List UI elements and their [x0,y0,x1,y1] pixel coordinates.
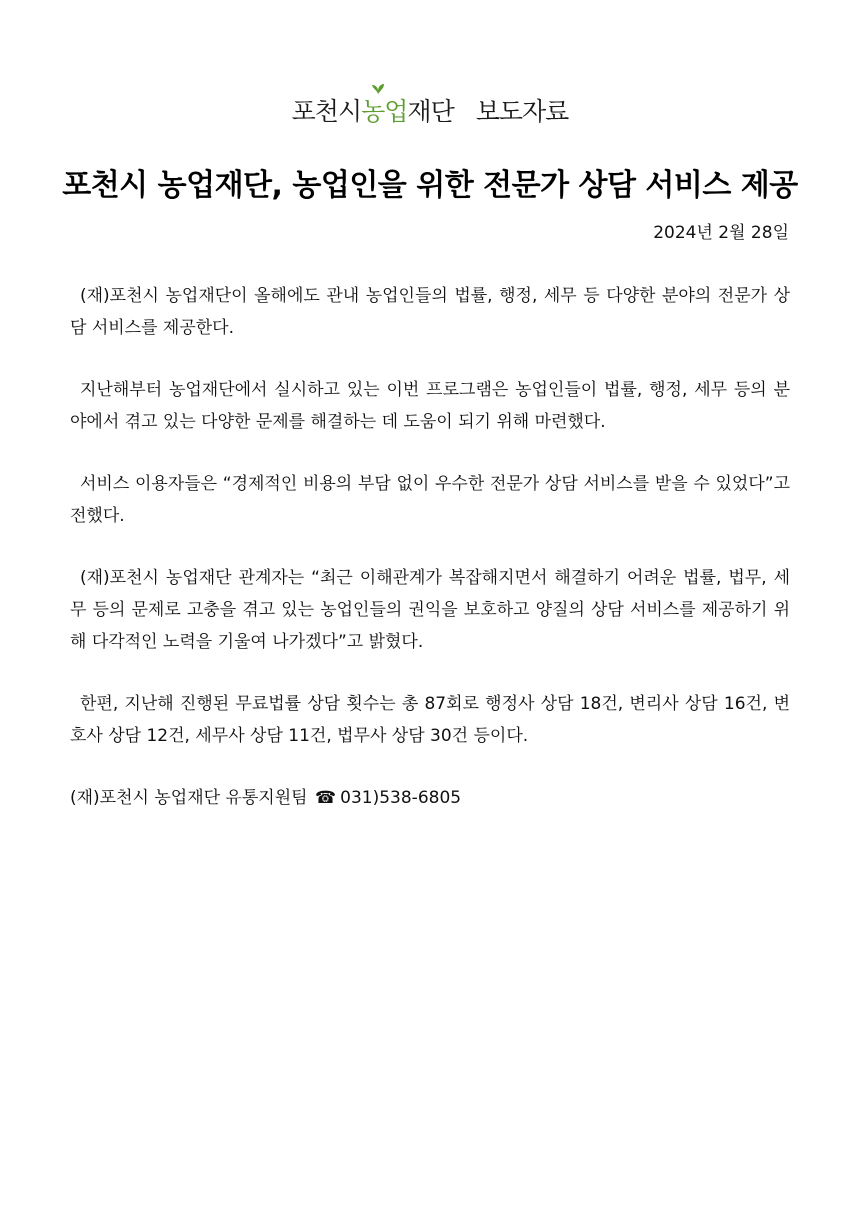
page-title: 포천시 농업재단, 농업인을 위한 전문가 상담 서비스 제공 [62,168,798,203]
paragraph-5: 한편, 지난해 진행된 무료법률 상담 횟수는 총 87회로 행정사 상담 18건, 변리사 상담 16건, 변호사 상담 12건, 세무사 상담 11건, 법무사 상담 30건 등이다. [70,694,790,746]
leaf-icon [371,83,385,95]
contact-phone: 031)538-6805 [340,788,462,808]
paragraph-1: (재)포천시 농업재단이 올해에도 관내 농업인들의 법률, 행정, 세무 등 다양한 분야의 전문가 상담 서비스를 제공한다. [70,286,790,338]
logo-text-agriculture [361,97,407,126]
contact-line [70,782,790,814]
logo-text-foundation: 재단 [407,97,454,126]
logo-text-agriculture-label: 농업 [361,97,408,126]
contact-department: (재)포천시 농업재단 유통지원팀 [70,788,308,808]
logo-text-press-release: 보도자료 [475,97,569,126]
paragraph-2: 지난해부터 농업재단에서 실시하고 있는 이번 프로그램은 농업인들이 법률, 행정, 세무 등의 분야에서 겪고 있는 다양한 문제를 해결하는 데 도움이 되기 위해 마련했다. [70,380,790,432]
paragraph-4: (재)포천시 농업재단 관계자는 “최근 이해관계가 복잡해지면서 해결하기 어려운 법률, 법무, 세무 등의 문제로 고충을 겪고 있는 농업인들의 권익을 보호하고 양질의 상담 서비스를 제공하기 위해 다각적인 노력을 기울여 나가겠다”고 밝혔다. [70,568,790,652]
release-date: 2024년 2월 28일 [653,223,789,243]
logo-text-pocheon: 포천시 [291,97,362,126]
paragraph-3: 서비스 이용자들은 “경제적인 비용의 부담 없이 우수한 전문가 상담 서비스를 받을 수 있었다”고 전했다. [70,474,790,526]
phone-icon: ☎ [314,788,337,808]
article-body [70,280,790,814]
press-release-logo [0,92,860,128]
